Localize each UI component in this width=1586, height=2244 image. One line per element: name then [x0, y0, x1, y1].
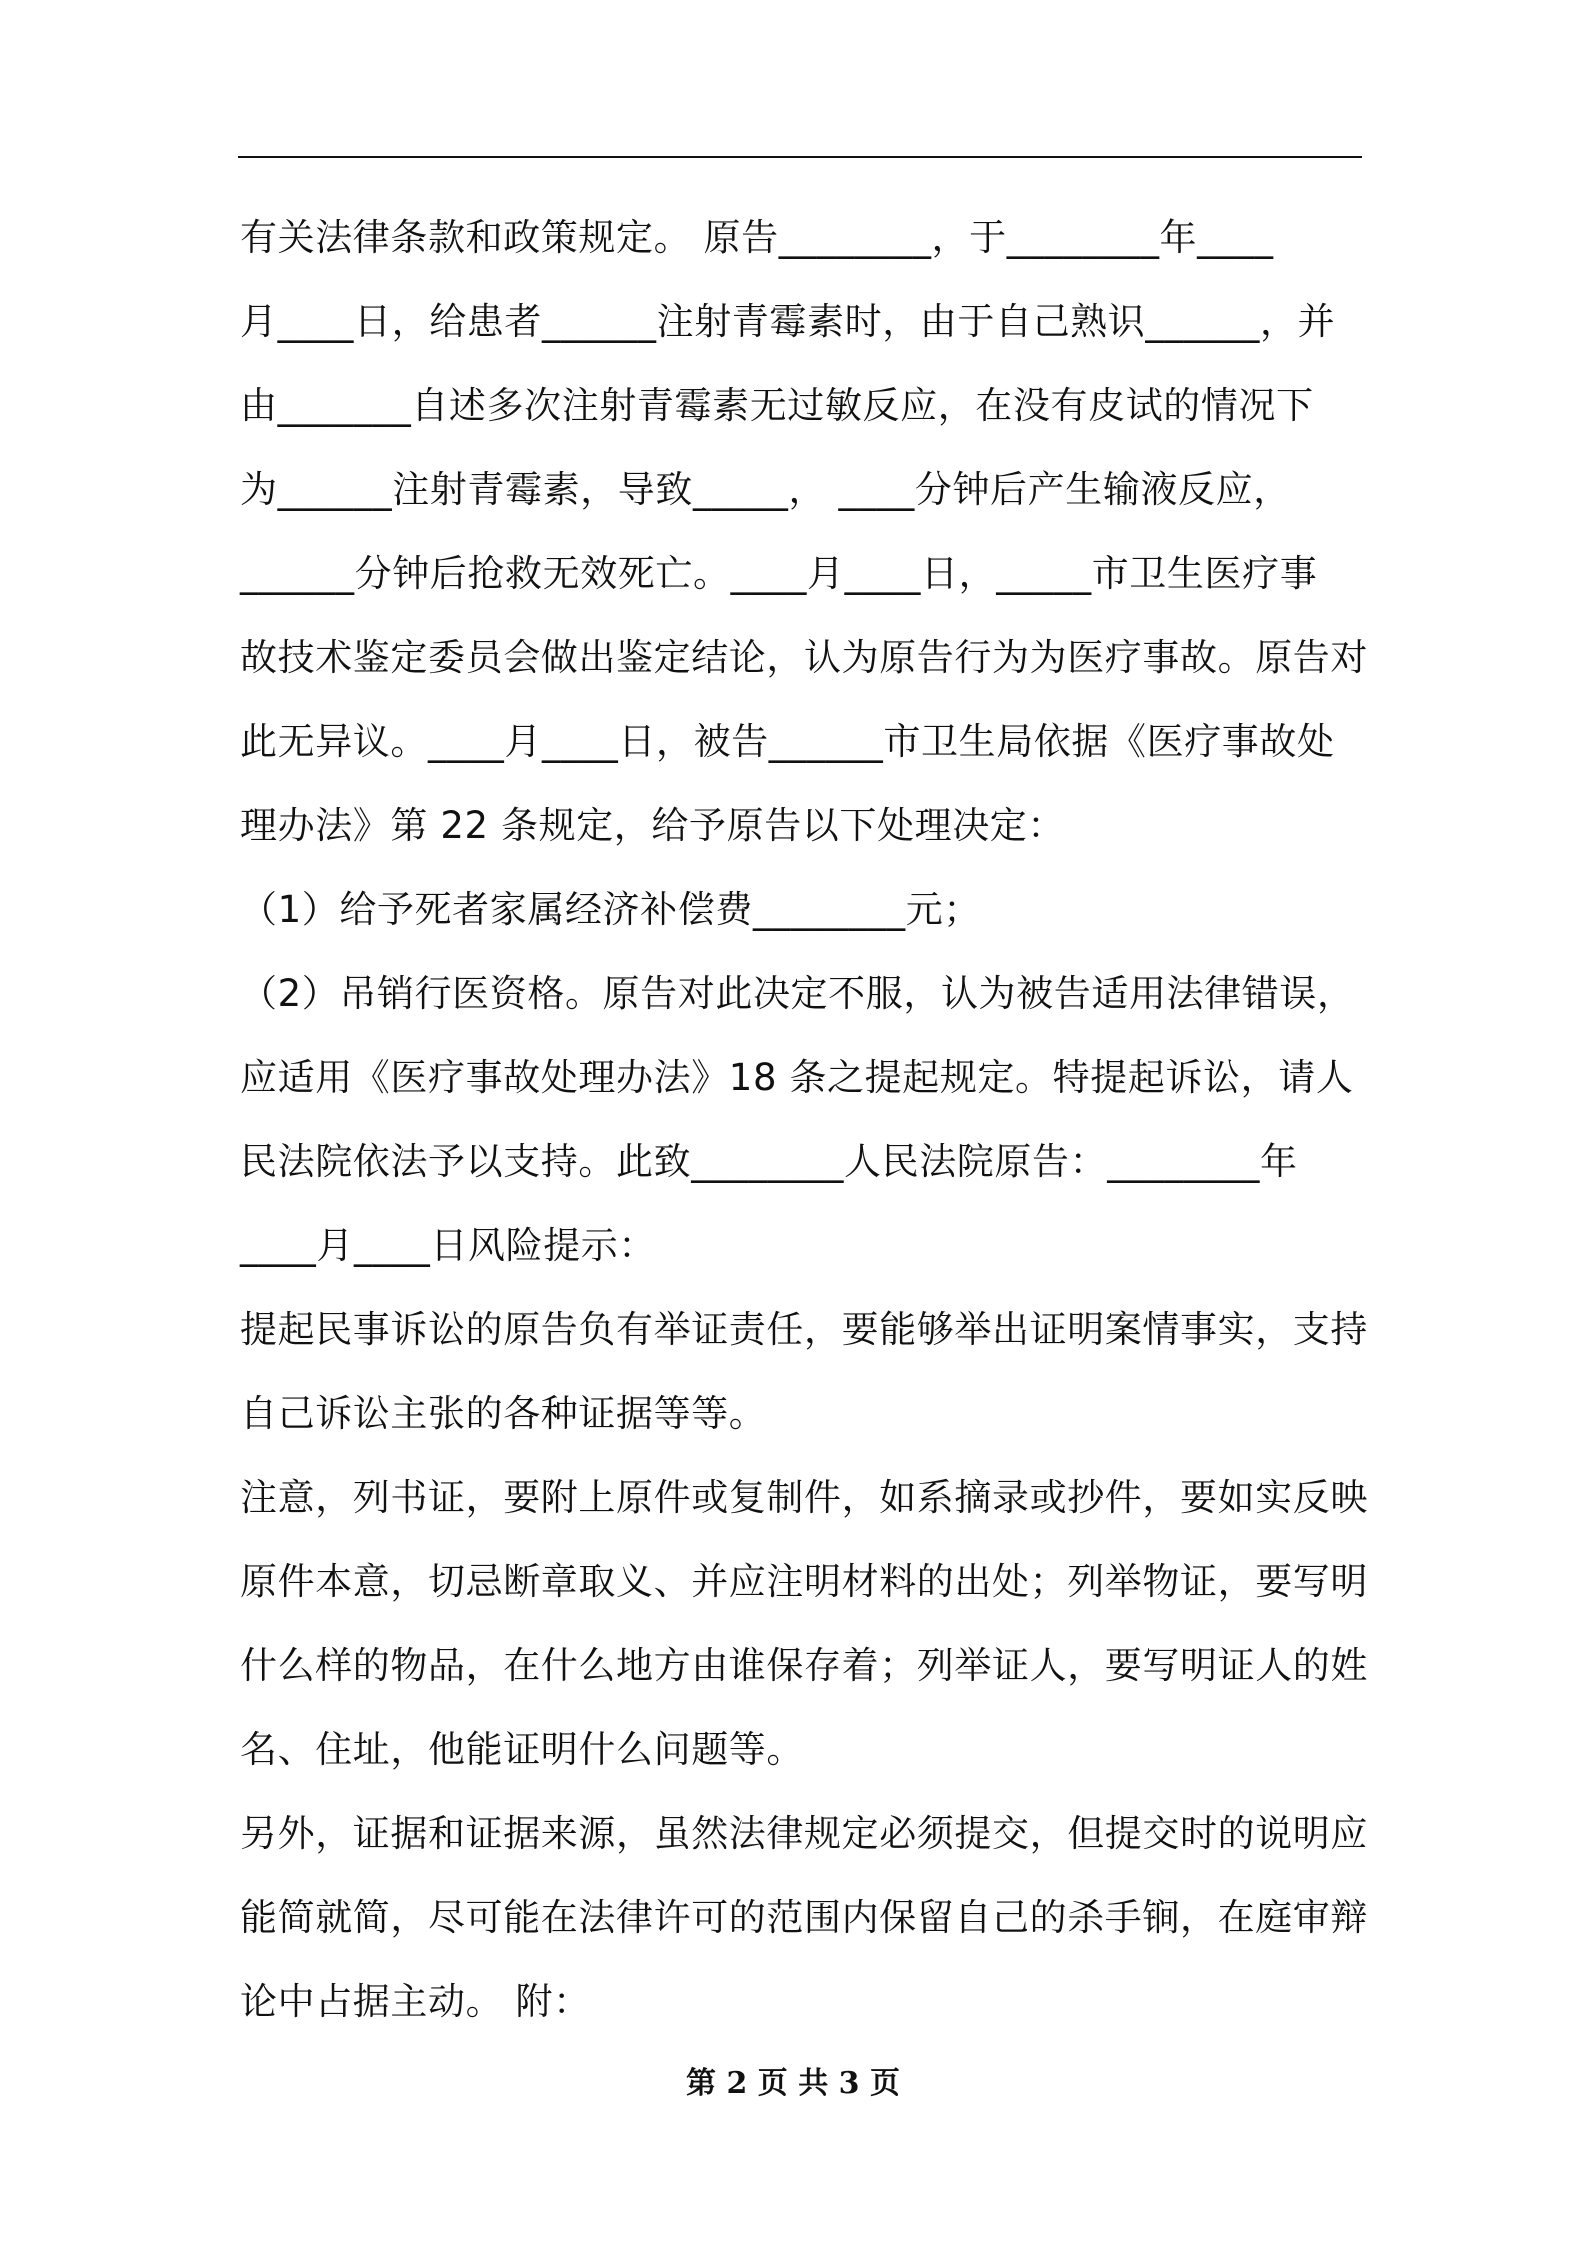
text-line: 为______注射青霉素，导致_____， ____分钟后产生输液反应，: [240, 468, 1291, 511]
page-number: 第 2 页 共 3 页: [686, 2066, 900, 2101]
header-rule: [238, 156, 1362, 158]
text-line: 提起民事诉讼的原告负有举证责任，要能够举出证明案情事实，支持: [240, 1308, 1368, 1351]
text-line: （2）吊销行医资格。原告对此决定不服，认为被告适用法律错误，: [240, 972, 1355, 1015]
text-line: 什么样的物品，在什么地方由谁保存着；列举证人，要写明证人的姓: [240, 1644, 1368, 1687]
text-line: 能简就简，尽可能在法律许可的范围内保留自己的杀手锏，在庭审辩: [240, 1896, 1368, 1939]
text-line: 民法院依法予以支持。此致________人民法院原告：________年: [240, 1140, 1298, 1183]
text-line: 故技术鉴定委员会做出鉴定结论，认为原告行为为医疗事故。原告对: [240, 636, 1368, 679]
text-line: 由_______自述多次注射青霉素无过敏反应，在没有皮试的情况下: [240, 384, 1314, 427]
text-line: 应适用《医疗事故处理办法》18 条之提起规定。特提起诉讼，请人: [240, 1056, 1354, 1099]
text-line: 名、住址，他能证明什么问题等。: [240, 1728, 804, 1771]
text-line: 有关法律条款和政策规定。 原告________，于________年____: [240, 216, 1274, 259]
text-line: 原件本意，切忌断章取义、并应注明材料的出处；列举物证，要写明: [240, 1560, 1368, 1603]
text-line: 理办法》第 22 条规定，给予原告以下处理决定：: [240, 804, 1066, 847]
text-line: 另外，证据和证据来源，虽然法律规定必须提交，但提交时的说明应: [240, 1812, 1368, 1855]
text-line: 此无异议。____月____日，被告______市卫生局依据《医疗事故处: [240, 720, 1335, 763]
text-line: ____月____日风险提示：: [240, 1224, 656, 1267]
text-line: 论中占据主动。 附：: [240, 1980, 591, 2023]
text-line: ______分钟后抢救无效死亡。____月____日，_____市卫生医疗事: [240, 552, 1318, 595]
text-line: 注意，列书证，要附上原件或复制件，如系摘录或抄件，要如实反映: [240, 1476, 1368, 1519]
text-line: （1）给予死者家属经济补偿费________元；: [240, 888, 981, 931]
text-line: 自己诉讼主张的各种证据等等。: [240, 1392, 767, 1435]
text-line: 月____日，给患者______注射青霉素时，由于自己熟识______，并: [240, 300, 1336, 343]
document-body: [240, 196, 1368, 2044]
